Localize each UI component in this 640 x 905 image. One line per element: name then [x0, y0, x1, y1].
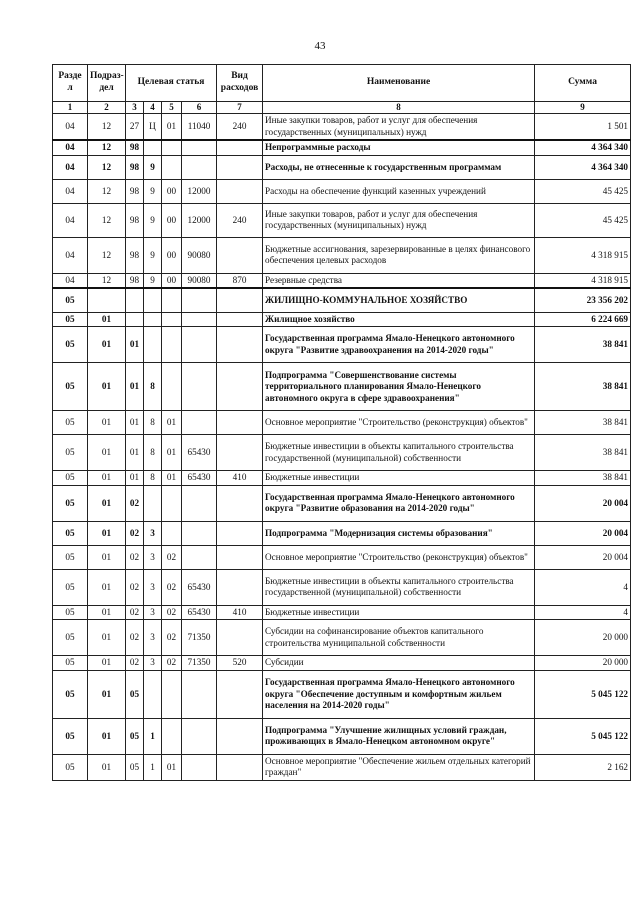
name-cell: Основное мероприятие "Строительство (реконструкция) объектов" — [263, 411, 535, 435]
target-a-cell: 27 — [126, 114, 144, 141]
vid-cell: 870 — [217, 273, 263, 288]
header-name: Наименование — [263, 65, 535, 102]
razdel-cell: 04 — [53, 237, 88, 273]
name-cell: Бюджетные инвестиции — [263, 605, 535, 620]
name-cell: Жилищное хозяйство — [263, 312, 535, 327]
table-row — [53, 363, 631, 411]
target-b-cell: 3 — [144, 620, 162, 656]
razdel-cell: 05 — [53, 471, 88, 486]
target-d-cell — [182, 754, 217, 780]
header-vid: Вид расходов — [217, 65, 263, 102]
name-cell: Подпрограмма "Совершенствование системы территориального планирования Ямало-Ненецкого автономного округа в сфере здравоохранения" — [263, 363, 535, 411]
table-row — [53, 273, 631, 288]
target-b-cell — [144, 485, 162, 521]
table-row — [53, 471, 631, 486]
table-row — [53, 718, 631, 754]
vid-cell — [217, 179, 263, 203]
podrazdel-cell: 01 — [88, 670, 126, 718]
target-b-cell: 8 — [144, 411, 162, 435]
target-c-cell: 02 — [162, 620, 182, 656]
target-c-cell: 01 — [162, 411, 182, 435]
razdel-cell: 05 — [53, 312, 88, 327]
target-d-cell: 65430 — [182, 569, 217, 605]
target-d-cell: 65430 — [182, 471, 217, 486]
target-b-cell — [144, 288, 162, 312]
target-a-cell — [126, 312, 144, 327]
name-cell: Подпрограмма "Улучшение жилищных условий граждан, проживающих в Ямало-Ненецком автономном округе" — [263, 718, 535, 754]
target-d-cell: 65430 — [182, 605, 217, 620]
target-c-cell — [162, 485, 182, 521]
sum-cell: 2 162 — [535, 754, 631, 780]
vid-cell — [217, 569, 263, 605]
podrazdel-cell: 01 — [88, 718, 126, 754]
target-b-cell — [144, 670, 162, 718]
target-d-cell — [182, 718, 217, 754]
target-b-cell: 8 — [144, 471, 162, 486]
sum-cell: 4 — [535, 605, 631, 620]
header-podrazdel: Подраз- дел — [88, 65, 126, 102]
name-cell: Подпрограмма "Модернизация системы образования" — [263, 521, 535, 545]
razdel-cell: 05 — [53, 620, 88, 656]
target-a-cell: 98 — [126, 179, 144, 203]
target-c-cell — [162, 718, 182, 754]
target-d-cell — [182, 411, 217, 435]
target-a-cell: 01 — [126, 327, 144, 363]
target-c-cell: 00 — [162, 203, 182, 237]
target-b-cell: 3 — [144, 569, 162, 605]
name-cell: Иные закупки товаров, работ и услуг для обеспечения государственных (муниципальных) нужд — [263, 203, 535, 237]
sum-cell: 38 841 — [535, 471, 631, 486]
target-b-cell: 8 — [144, 363, 162, 411]
table-row — [53, 670, 631, 718]
target-b-cell: 9 — [144, 179, 162, 203]
sum-cell: 5 045 122 — [535, 670, 631, 718]
target-a-cell: 98 — [126, 140, 144, 155]
table-row — [53, 754, 631, 780]
col-number: 6 — [182, 102, 217, 114]
razdel-cell: 04 — [53, 155, 88, 179]
name-cell: Расходы, не отнесенные к государственным программам — [263, 155, 535, 179]
name-cell: Непрограммные расходы — [263, 140, 535, 155]
target-b-cell: 9 — [144, 203, 162, 237]
name-cell: Бюджетные ассигнования, зарезервированные в целях финансового обеспечения целевых расходов — [263, 237, 535, 273]
podrazdel-cell: 01 — [88, 312, 126, 327]
target-c-cell — [162, 363, 182, 411]
podrazdel-cell: 01 — [88, 605, 126, 620]
target-d-cell — [182, 288, 217, 312]
target-d-cell — [182, 521, 217, 545]
page-number: 43 — [314, 40, 326, 52]
razdel-cell: 04 — [53, 179, 88, 203]
podrazdel-cell: 01 — [88, 656, 126, 671]
table-row — [53, 545, 631, 569]
sum-cell: 4 364 340 — [535, 140, 631, 155]
vid-cell — [217, 670, 263, 718]
target-c-cell — [162, 312, 182, 327]
target-d-cell: 12000 — [182, 179, 217, 203]
header-sum: Сумма — [535, 65, 631, 102]
col-number: 2 — [88, 102, 126, 114]
sum-cell: 6 224 669 — [535, 312, 631, 327]
name-cell: Бюджетные инвестиции в объекты капитального строительства государственной (муниципальной) собственности — [263, 569, 535, 605]
vid-cell — [217, 140, 263, 155]
podrazdel-cell: 01 — [88, 521, 126, 545]
vid-cell: 240 — [217, 114, 263, 141]
razdel-cell: 05 — [53, 656, 88, 671]
name-cell: Бюджетные инвестиции — [263, 471, 535, 486]
target-c-cell: 02 — [162, 656, 182, 671]
sum-cell: 23 356 202 — [535, 288, 631, 312]
target-d-cell — [182, 363, 217, 411]
name-cell: Субсидии на софинансирование объектов капитального строительства муниципальной собственности — [263, 620, 535, 656]
sum-cell: 4 318 915 — [535, 237, 631, 273]
target-a-cell: 01 — [126, 471, 144, 486]
target-c-cell: 01 — [162, 471, 182, 486]
vid-cell: 410 — [217, 471, 263, 486]
sum-cell: 4 364 340 — [535, 155, 631, 179]
table-row — [53, 288, 631, 312]
table-row — [53, 312, 631, 327]
target-c-cell — [162, 288, 182, 312]
name-cell: Бюджетные инвестиции в объекты капитального строительства государственной (муниципальной) собственности — [263, 435, 535, 471]
target-d-cell: 71350 — [182, 620, 217, 656]
sum-cell: 38 841 — [535, 435, 631, 471]
col-number: 9 — [535, 102, 631, 114]
target-c-cell: 02 — [162, 545, 182, 569]
podrazdel-cell: 12 — [88, 114, 126, 141]
name-cell: Расходы на обеспечение функций казенных учреждений — [263, 179, 535, 203]
target-b-cell: 8 — [144, 435, 162, 471]
vid-cell — [217, 327, 263, 363]
col-number: 8 — [263, 102, 535, 114]
target-c-cell: 01 — [162, 114, 182, 141]
target-d-cell — [182, 327, 217, 363]
target-b-cell — [144, 140, 162, 155]
razdel-cell: 05 — [53, 288, 88, 312]
col-number: 4 — [144, 102, 162, 114]
vid-cell — [217, 718, 263, 754]
sum-cell: 4 — [535, 569, 631, 605]
table-row — [53, 656, 631, 671]
target-b-cell: Ц — [144, 114, 162, 141]
target-c-cell: 02 — [162, 605, 182, 620]
podrazdel-cell: 01 — [88, 754, 126, 780]
razdel-cell: 04 — [53, 140, 88, 155]
table-row — [53, 203, 631, 237]
vid-cell — [217, 237, 263, 273]
vid-cell — [217, 545, 263, 569]
table-row — [53, 485, 631, 521]
podrazdel-cell — [88, 288, 126, 312]
table-row — [53, 569, 631, 605]
target-a-cell: 02 — [126, 569, 144, 605]
target-a-cell: 98 — [126, 273, 144, 288]
vid-cell — [217, 620, 263, 656]
podrazdel-cell: 01 — [88, 569, 126, 605]
razdel-cell: 05 — [53, 718, 88, 754]
podrazdel-cell: 12 — [88, 155, 126, 179]
table-row — [53, 237, 631, 273]
razdel-cell: 05 — [53, 754, 88, 780]
sum-cell: 5 045 122 — [535, 718, 631, 754]
table-row — [53, 620, 631, 656]
sum-cell: 20 000 — [535, 656, 631, 671]
target-d-cell — [182, 140, 217, 155]
target-d-cell — [182, 485, 217, 521]
sum-cell: 20 004 — [535, 545, 631, 569]
razdel-cell: 05 — [53, 545, 88, 569]
sum-cell: 4 318 915 — [535, 273, 631, 288]
vid-cell — [217, 288, 263, 312]
vid-cell: 520 — [217, 656, 263, 671]
name-cell: Основное мероприятие "Обеспечение жильем отдельных категорий граждан" — [263, 754, 535, 780]
razdel-cell: 05 — [53, 569, 88, 605]
table-row — [53, 114, 631, 141]
target-c-cell — [162, 327, 182, 363]
sum-cell: 38 841 — [535, 363, 631, 411]
table-row — [53, 605, 631, 620]
target-c-cell — [162, 670, 182, 718]
target-a-cell: 01 — [126, 411, 144, 435]
target-d-cell — [182, 312, 217, 327]
table-row — [53, 411, 631, 435]
target-d-cell: 90080 — [182, 237, 217, 273]
target-d-cell: 65430 — [182, 435, 217, 471]
name-cell: Государственная программа Ямало-Ненецкого автономного округа "Развитие здравоохранения на 2014-2020 годы" — [263, 327, 535, 363]
target-a-cell: 98 — [126, 155, 144, 179]
podrazdel-cell: 01 — [88, 471, 126, 486]
target-b-cell: 9 — [144, 237, 162, 273]
podrazdel-cell: 01 — [88, 363, 126, 411]
table-row — [53, 179, 631, 203]
target-c-cell: 00 — [162, 273, 182, 288]
budget-table — [52, 64, 631, 781]
table-row — [53, 155, 631, 179]
target-a-cell: 01 — [126, 363, 144, 411]
target-a-cell: 02 — [126, 521, 144, 545]
razdel-cell: 04 — [53, 114, 88, 141]
table-row — [53, 327, 631, 363]
table-row — [53, 521, 631, 545]
podrazdel-cell: 12 — [88, 140, 126, 155]
target-a-cell: 02 — [126, 605, 144, 620]
razdel-cell: 04 — [53, 203, 88, 237]
table-row — [53, 435, 631, 471]
name-cell: Субсидии — [263, 656, 535, 671]
vid-cell — [217, 435, 263, 471]
vid-cell — [217, 312, 263, 327]
razdel-cell: 05 — [53, 605, 88, 620]
podrazdel-cell: 12 — [88, 273, 126, 288]
target-b-cell: 1 — [144, 718, 162, 754]
podrazdel-cell: 01 — [88, 435, 126, 471]
target-c-cell: 01 — [162, 754, 182, 780]
target-b-cell — [144, 312, 162, 327]
razdel-cell: 05 — [53, 485, 88, 521]
target-d-cell: 12000 — [182, 203, 217, 237]
target-a-cell: 05 — [126, 754, 144, 780]
target-c-cell — [162, 521, 182, 545]
sum-cell: 20 000 — [535, 620, 631, 656]
name-cell: Государственная программа Ямало-Ненецкого автономного округа "Обеспечение доступным и комфортным жильем населения на 2014-2020 годы" — [263, 670, 535, 718]
target-d-cell — [182, 545, 217, 569]
vid-cell — [217, 155, 263, 179]
name-cell: Основное мероприятие "Строительство (реконструкция) объектов" — [263, 545, 535, 569]
target-b-cell: 3 — [144, 545, 162, 569]
col-number: 5 — [162, 102, 182, 114]
podrazdel-cell: 12 — [88, 237, 126, 273]
target-a-cell: 05 — [126, 718, 144, 754]
target-d-cell — [182, 155, 217, 179]
razdel-cell: 05 — [53, 435, 88, 471]
target-d-cell: 90080 — [182, 273, 217, 288]
sum-cell: 45 425 — [535, 179, 631, 203]
sum-cell: 45 425 — [535, 203, 631, 237]
target-d-cell — [182, 670, 217, 718]
column-number-row — [53, 102, 631, 114]
name-cell: ЖИЛИЩНО-КОММУНАЛЬНОЕ ХОЗЯЙСТВО — [263, 288, 535, 312]
name-cell: Государственная программа Ямало-Ненецкого автономного округа "Развитие образования на 2014-2020 годы" — [263, 485, 535, 521]
razdel-cell: 05 — [53, 327, 88, 363]
target-b-cell: 3 — [144, 605, 162, 620]
target-a-cell: 02 — [126, 656, 144, 671]
sum-cell: 38 841 — [535, 327, 631, 363]
vid-cell — [217, 521, 263, 545]
target-b-cell — [144, 327, 162, 363]
col-number: 7 — [217, 102, 263, 114]
target-b-cell: 3 — [144, 656, 162, 671]
podrazdel-cell: 01 — [88, 485, 126, 521]
target-a-cell: 98 — [126, 203, 144, 237]
target-c-cell: 02 — [162, 569, 182, 605]
target-a-cell — [126, 288, 144, 312]
target-a-cell: 98 — [126, 237, 144, 273]
razdel-cell: 05 — [53, 363, 88, 411]
target-b-cell: 1 — [144, 754, 162, 780]
vid-cell: 240 — [217, 203, 263, 237]
name-cell: Резервные средства — [263, 273, 535, 288]
razdel-cell: 05 — [53, 521, 88, 545]
table-row — [53, 140, 631, 155]
sum-cell: 20 004 — [535, 485, 631, 521]
podrazdel-cell: 01 — [88, 411, 126, 435]
col-number: 3 — [126, 102, 144, 114]
target-a-cell: 02 — [126, 620, 144, 656]
sum-cell: 38 841 — [535, 411, 631, 435]
sum-cell: 20 004 — [535, 521, 631, 545]
target-b-cell: 9 — [144, 273, 162, 288]
podrazdel-cell: 12 — [88, 179, 126, 203]
target-a-cell: 02 — [126, 485, 144, 521]
vid-cell — [217, 754, 263, 780]
vid-cell: 410 — [217, 605, 263, 620]
header-target: Целевая статья — [126, 65, 217, 102]
target-c-cell — [162, 155, 182, 179]
target-a-cell: 05 — [126, 670, 144, 718]
name-cell: Иные закупки товаров, работ и услуг для обеспечения государственных (муниципальных) нужд — [263, 114, 535, 141]
vid-cell — [217, 411, 263, 435]
target-d-cell: 71350 — [182, 656, 217, 671]
razdel-cell: 05 — [53, 670, 88, 718]
target-b-cell: 9 — [144, 155, 162, 179]
target-c-cell: 00 — [162, 237, 182, 273]
target-a-cell: 01 — [126, 435, 144, 471]
podrazdel-cell: 01 — [88, 327, 126, 363]
target-c-cell — [162, 140, 182, 155]
podrazdel-cell: 01 — [88, 620, 126, 656]
header-row — [53, 65, 631, 102]
podrazdel-cell: 01 — [88, 545, 126, 569]
razdel-cell: 05 — [53, 411, 88, 435]
col-number: 1 — [53, 102, 88, 114]
razdel-cell: 04 — [53, 273, 88, 288]
target-c-cell: 01 — [162, 435, 182, 471]
table-body — [53, 114, 631, 781]
target-d-cell: 11040 — [182, 114, 217, 141]
target-b-cell: 3 — [144, 521, 162, 545]
header-razdel: Разде л — [53, 65, 88, 102]
sum-cell: 1 501 — [535, 114, 631, 141]
target-a-cell: 02 — [126, 545, 144, 569]
podrazdel-cell: 12 — [88, 203, 126, 237]
vid-cell — [217, 485, 263, 521]
target-c-cell: 00 — [162, 179, 182, 203]
vid-cell — [217, 363, 263, 411]
